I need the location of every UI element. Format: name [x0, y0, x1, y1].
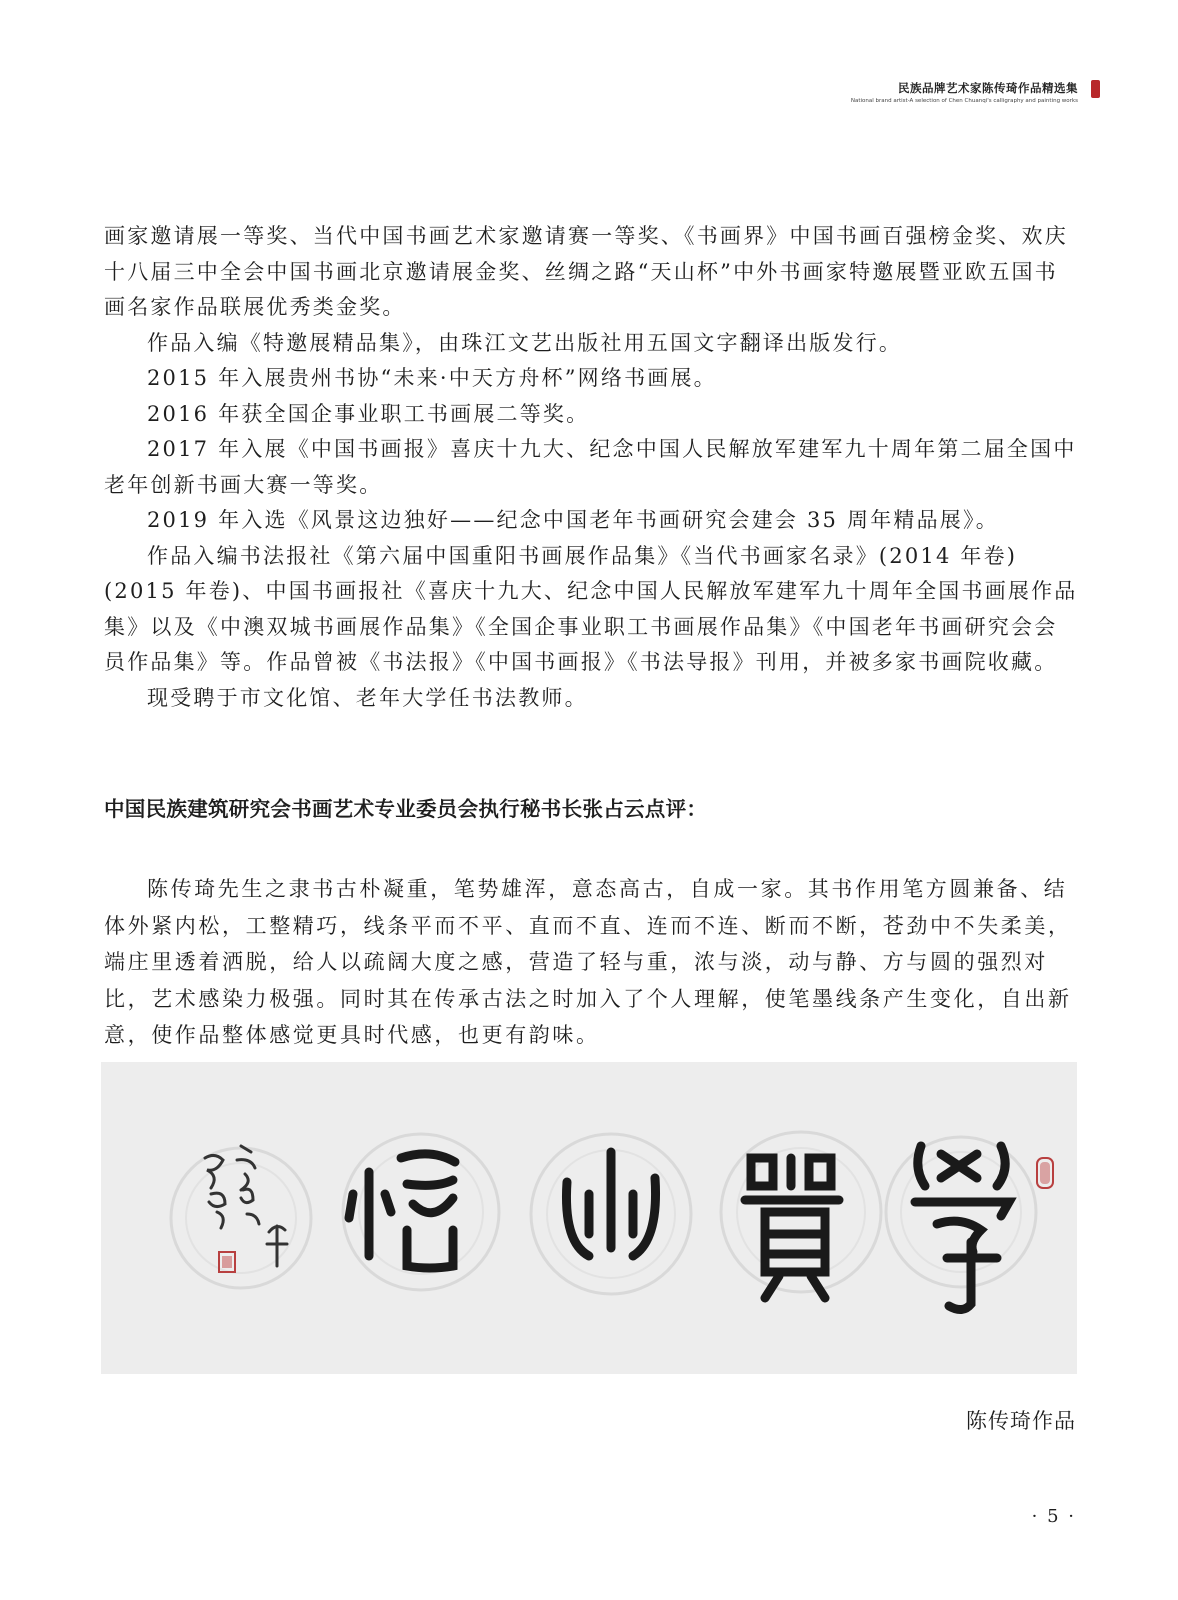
header-seal-icon — [1091, 80, 1100, 98]
paragraph: 现受聘于市文化馆、老年大学任书法教师。 — [147, 685, 588, 710]
header-subtitle: National brand artist-A selection of Chen Chuanqi's calligraphy and painting works — [850, 98, 1078, 104]
artwork-caption: 陈传琦作品 — [966, 1409, 1076, 1433]
calligraphy-artwork — [101, 1062, 1077, 1374]
paragraph: 2019 年入选《风景这边独好——纪念中国老年书画研究会建会 35 周年精品展》。 — [147, 508, 999, 532]
paragraph: 2017 年入展《中国书画报》喜庆十九大、纪念中国人民解放军建军九十周年第二届全国中老年创新书画大赛一等奖。 — [104, 437, 1077, 497]
paragraph: 2016 年获全国企事业职工书画展二等奖。 — [147, 401, 590, 426]
review-heading: 中国民族建筑研究会书画艺术专业委员会执行秘书长张占云点评： — [104, 797, 708, 821]
paragraph: 2015 年入展贵州书协“未来·中天方舟杯”网络书画展。 — [147, 366, 717, 390]
running-header — [851, 80, 1078, 104]
paragraph: 作品入编《特邀展精品集》，由珠江文艺出版社用五国文字翻译出版发行。 — [147, 330, 903, 355]
header-title: 民族品牌艺术家陈传琦作品精选集 — [898, 81, 1078, 95]
calligraphy-image — [101, 1062, 1077, 1374]
page-number: · 5 · — [1031, 1506, 1076, 1527]
paragraph: 画家邀请展一等奖、当代中国书画艺术家邀请赛一等奖、《书画界》中国书画百强榜金奖、欢庆十八届三中全会中国书画北京邀请展金奖、丝绸之路“天山杯”中外书画家特邀展暨亚欧五国书画名家作品联展优秀类金奖。 — [104, 224, 1068, 319]
review-text: 陈传琦先生之隶书古朴凝重，笔势雄浑，意态高古，自成一家。其书作用笔方圆兼备、结体外紧内松，工整精巧，线条平而不平、直而不直、连而不连、断而不断，苍劲中不失柔美，端庄里透着洒脱，给人以疏阔大度之感，营造了轻与重，浓与淡，动与静、方与圆的强烈对比，艺术感染力极强。同时其在传承古法之时加入了个人理解，使笔墨线条产生变化，自出新意，使作品整体感觉更具时代感，也更有韵味。 — [104, 877, 1072, 1047]
biography-text — [104, 219, 1079, 716]
paragraph: 作品入编书法报社《第六届中国重阳书画展作品集》《当代书画家名录》(2014 年卷)(2015 年卷)、中国书画报社《喜庆十九大、纪念中国人民解放军建军九十周年全国书画展作品集》以及《中澳双城书画展作品集》《全国企事业职工书画展作品集》《中国老年书画研究会会员作品集》等。作品曾被《书法报》《中国书画报》《书法导报》刊用，并被多家书画院收藏。 — [104, 543, 1078, 674]
